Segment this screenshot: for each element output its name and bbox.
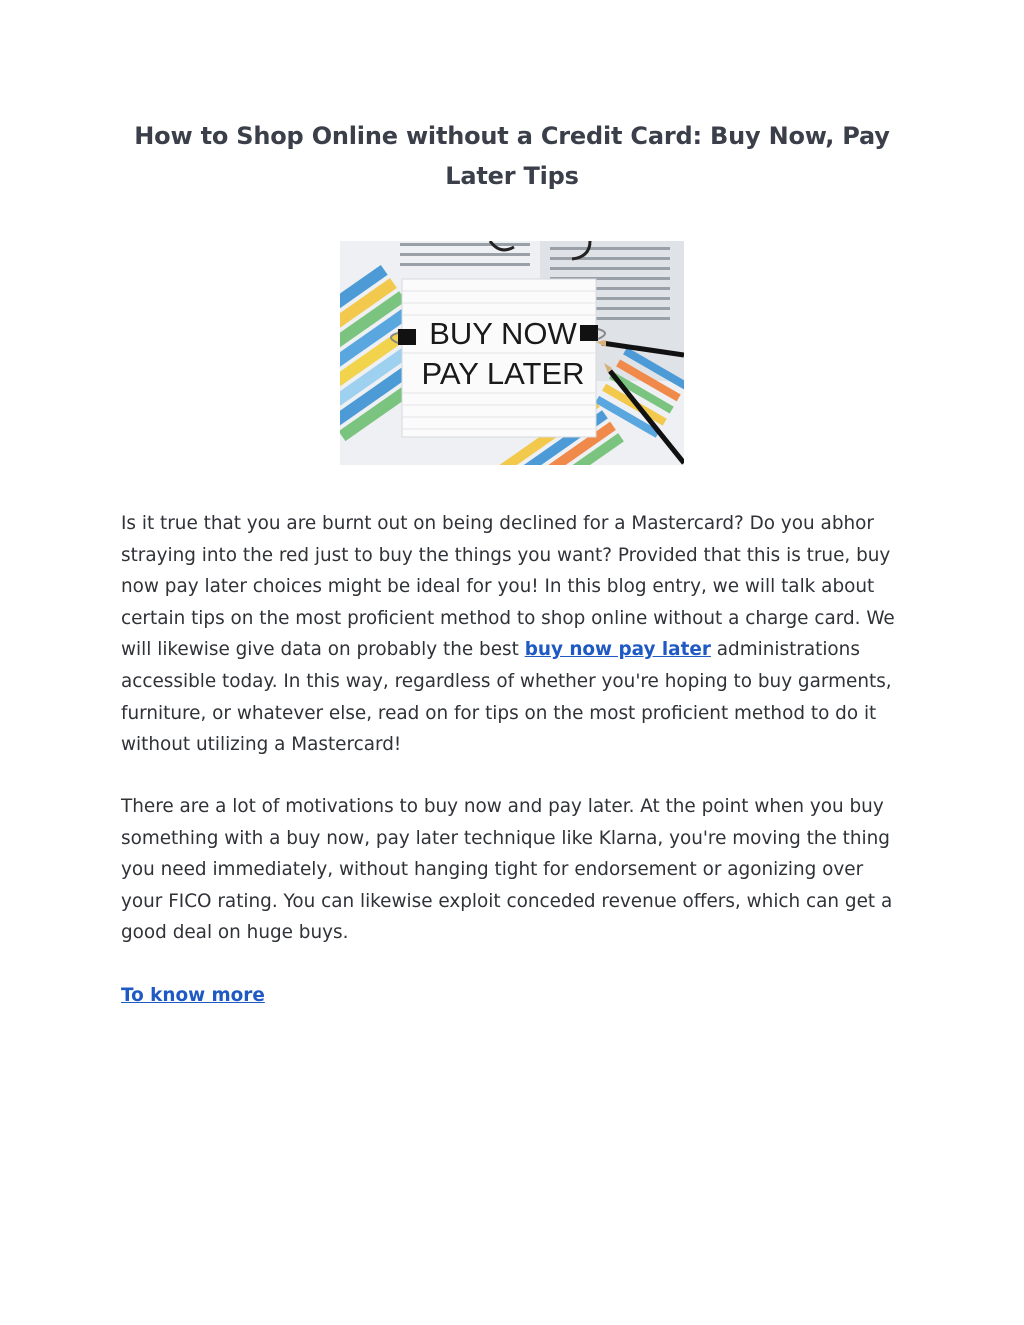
article-title: How to Shop Online without a Credit Card: Buy Now, Pay Later Tips [134, 122, 890, 190]
buy-now-pay-later-illustration [340, 241, 684, 465]
board-line-2: PAY LATER [421, 356, 585, 391]
motivation-paragraph: There are a lot of motivations to buy now and pay later. At the point when you buy something with a buy now, pay later technique like Klarna, you're moving the thing you need immediately, without hanging tight for endorsement or agonizing over your FICO rating. You can likewise exploit conceded revenue offers, which can get a good deal on huge buys. [121, 796, 893, 944]
to-know-more-link[interactable]: To know more [121, 985, 265, 1006]
hero-image [340, 241, 684, 465]
buy-now-pay-later-link[interactable]: buy now pay later [524, 639, 711, 661]
intro-text-after-link: administrations accessible today. In this way, regardless of whether you're hoping to buy garments, furniture, or whatever else, read on for tips on the most proficient method to do it without utilizing a Mastercard! [121, 639, 892, 756]
board-line-1: BUY NOW [429, 316, 577, 351]
intro-text-before-link: Is it true that you are burnt out on being declined for a Mastercard? Do you abhor straying into the red just to buy the things you want? Provided that this is true, buy now pay later choices might be ideal for you! In this blog entry, we will talk about certain tips on the most proficient method to shop online without a charge card. We will likewise give data on probably the best [121, 513, 895, 661]
intro-paragraph [121, 508, 907, 761]
letter-board [402, 279, 596, 437]
